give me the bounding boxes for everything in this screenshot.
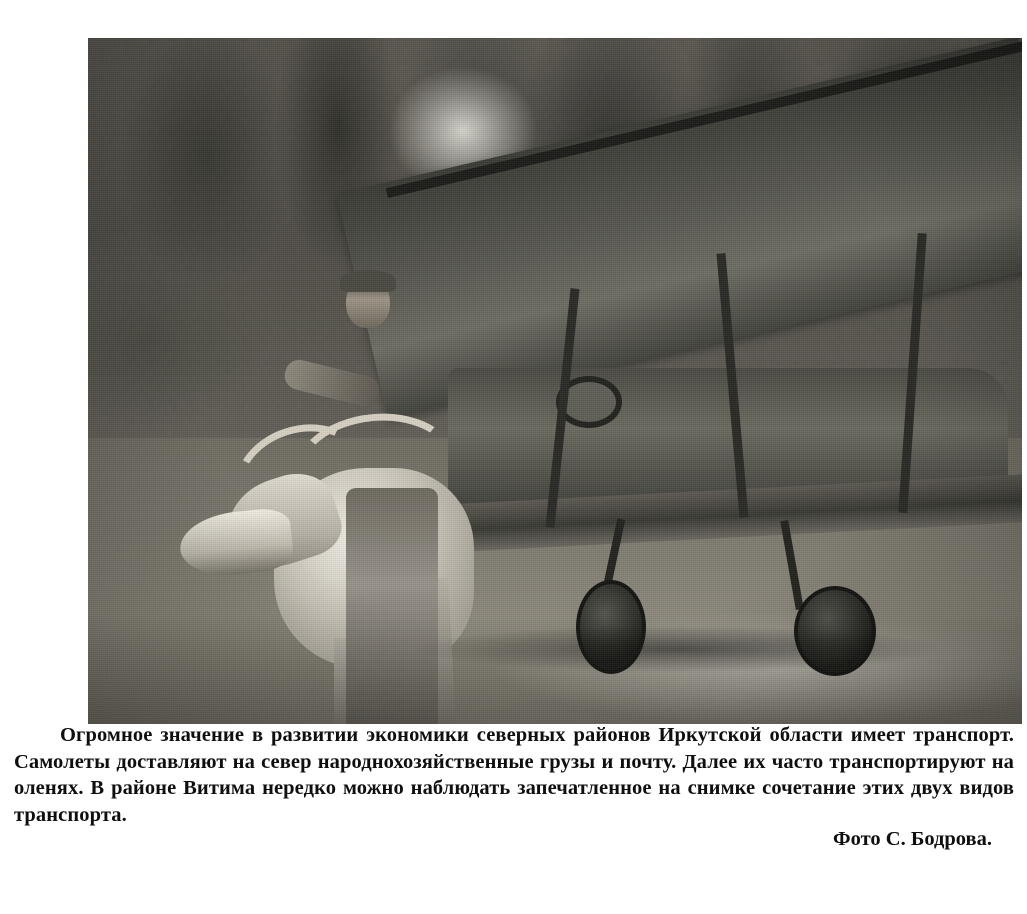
caption-paragraph: Огромное значение в развитии экономики северных районов Иркутской области имеет транспорт. Самолеты доставляют на север народнохозяйственные грузы и почту. Далее их часто транспортируют на оленях. В районе Витима нередко можно наблюдать запечатленное на снимке сочетание этих двух видов транспорта. xyxy=(14,724,1014,826)
photo-reindeer-and-airplane xyxy=(88,38,1022,724)
photo-vignette xyxy=(88,38,1022,724)
photo-credit: Фото С. Бодрова. xyxy=(833,828,992,850)
photo-canvas xyxy=(88,38,1022,724)
caption-text-block xyxy=(14,722,1014,828)
